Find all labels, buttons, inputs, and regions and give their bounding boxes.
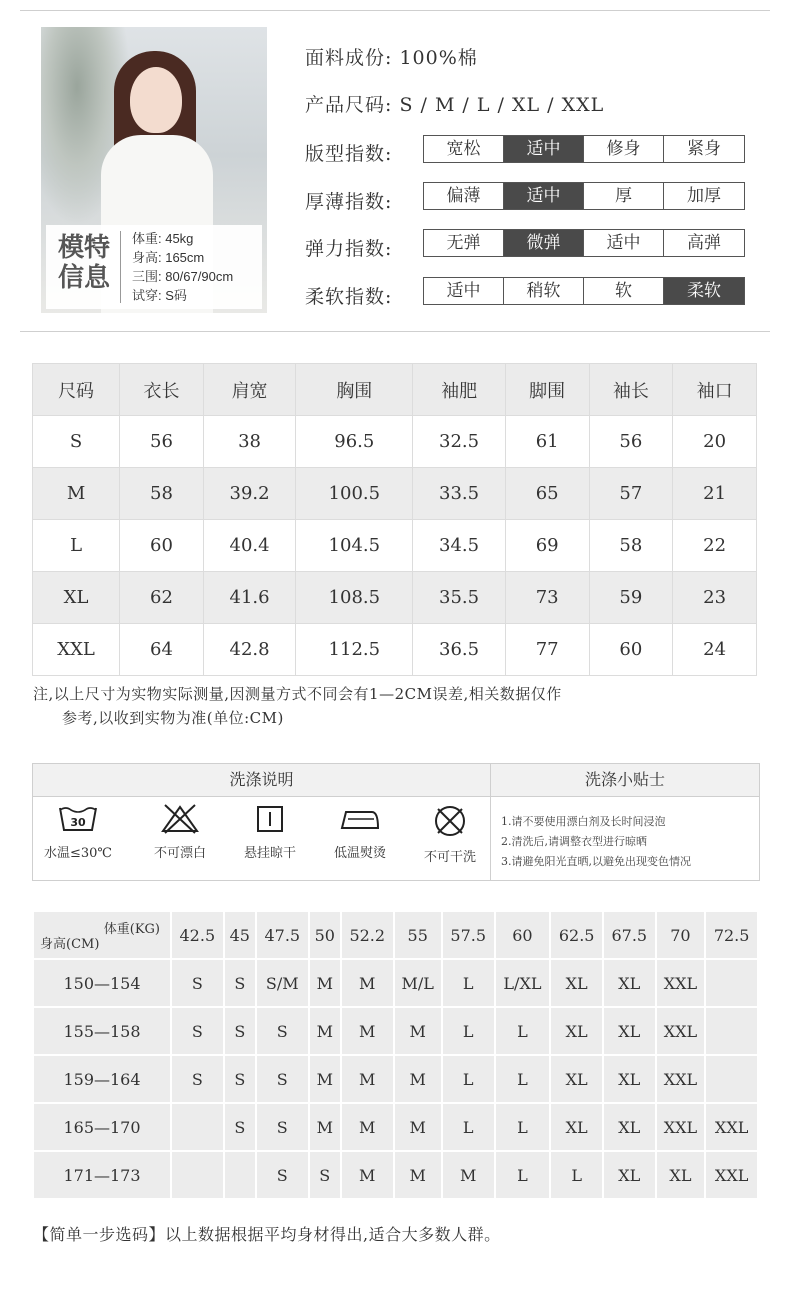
hang-dry-icon — [250, 804, 290, 834]
svg-text:30: 30 — [70, 816, 86, 829]
table-cell: M — [394, 1151, 442, 1199]
model-size-tried: 试穿: S码 — [132, 288, 187, 303]
weight-header: 50 — [309, 911, 341, 959]
care-item-low-iron — [317, 804, 403, 861]
table-cell: M — [341, 1055, 394, 1103]
weight-header: 42.5 — [171, 911, 224, 959]
table-cell — [705, 1055, 758, 1103]
care-item-no-dry-clean — [407, 804, 493, 865]
weight-header: 45 — [224, 911, 256, 959]
thickness-option: 厚 — [584, 183, 664, 209]
table-row — [33, 1007, 758, 1055]
table-cell: XL — [550, 959, 603, 1007]
weight-header: 57.5 — [442, 911, 495, 959]
table-cell: 20 — [673, 416, 757, 468]
table-cell: 33.5 — [413, 468, 505, 520]
table-cell: 23 — [673, 572, 757, 624]
table-cell: S — [256, 1055, 309, 1103]
table-cell: 56 — [589, 416, 673, 468]
care-item-wash — [35, 804, 121, 861]
size-table — [32, 363, 757, 676]
table-cell: 69 — [505, 520, 589, 572]
table-cell: 64 — [120, 624, 204, 676]
care-label-low-iron: 低温熨烫 — [333, 846, 386, 861]
table-cell: M — [394, 1103, 442, 1151]
thickness-index-label: 厚薄指数: — [305, 191, 393, 213]
care-item-hang-dry — [227, 804, 313, 861]
care-tip: 2.清洗后,请调整衣型进行晾晒 — [501, 835, 647, 848]
weight-header: 62.5 — [550, 911, 603, 959]
care-tips-title: 洗涤小贴士 — [491, 764, 759, 797]
table-cell: XXL — [656, 1055, 706, 1103]
thickness-option: 加厚 — [687, 186, 721, 206]
wash-30-icon — [58, 804, 98, 834]
table-cell: M — [341, 959, 394, 1007]
care-tip: 1.请不要使用漂白剂及长时间浸泡 — [501, 815, 666, 828]
table-cell: 112.5 — [296, 624, 413, 676]
table-cell: 39.2 — [203, 468, 295, 520]
table-cell: 35.5 — [413, 572, 505, 624]
table-cell: XL — [603, 1151, 656, 1199]
fabric-spec: 面料成份: 100%棉 — [305, 47, 478, 69]
table-cell: XXL — [656, 959, 706, 1007]
table-cell: 100.5 — [296, 468, 413, 520]
table-cell: XL — [33, 572, 120, 624]
weight-header: 47.5 — [256, 911, 309, 959]
care-item-no-bleach — [137, 804, 223, 861]
table-cell: 59 — [589, 572, 673, 624]
table-cell: S — [171, 959, 224, 1007]
height-range: 155—158 — [33, 1007, 171, 1055]
table-row — [33, 1103, 758, 1151]
height-range: 150—154 — [33, 959, 171, 1007]
weight-header: 72.5 — [705, 911, 758, 959]
table-cell: 34.5 — [413, 520, 505, 572]
size-guide-footer: 【简单一步选码】以上数据根据平均身材得出,适合大多数人群。 — [33, 1225, 501, 1244]
table-cell: XL — [550, 1055, 603, 1103]
table-cell: XL — [656, 1151, 706, 1199]
header-chest: 胸围 — [296, 364, 413, 416]
header-sleeve-width: 袖肥 — [413, 364, 505, 416]
table-cell: L — [442, 1055, 495, 1103]
no-bleach-icon — [160, 804, 200, 834]
table-cell: 38 — [203, 416, 295, 468]
care-label-wash: 水温≤30℃ — [44, 846, 112, 861]
care-instructions — [32, 763, 760, 881]
table-cell: S — [224, 1055, 256, 1103]
weight-header-row — [33, 911, 758, 959]
care-label-no-dry-clean: 不可干洗 — [423, 850, 476, 865]
table-cell: S — [256, 1007, 309, 1055]
softness-index-scale — [423, 277, 745, 305]
table-cell: XXL — [705, 1151, 758, 1199]
table-row — [33, 520, 757, 572]
height-axis-label: 身高(CM) — [40, 937, 100, 952]
table-cell: 56 — [120, 416, 204, 468]
size-recommendation-table — [32, 910, 759, 1200]
elasticity-option: 高弹 — [687, 233, 721, 253]
table-cell: 40.4 — [203, 520, 295, 572]
table-cell: XL — [603, 1103, 656, 1151]
table-cell: S/M — [256, 959, 309, 1007]
table-cell: 57 — [589, 468, 673, 520]
table-cell — [171, 1103, 224, 1151]
fit-index-label: 版型指数: — [305, 143, 393, 165]
table-cell: L — [495, 1103, 551, 1151]
thickness-option: 偏薄 — [424, 183, 504, 209]
table-row — [33, 959, 758, 1007]
table-cell: 96.5 — [296, 416, 413, 468]
weight-header: 60 — [495, 911, 551, 959]
fit-option-selected: 适中 — [504, 136, 584, 162]
table-cell: S — [171, 1055, 224, 1103]
fit-index-scale — [423, 135, 745, 163]
model-weight: 体重: 45kg — [132, 231, 194, 246]
table-cell: 73 — [505, 572, 589, 624]
table-cell: S — [171, 1007, 224, 1055]
table-row — [33, 624, 757, 676]
measurement-note-line2: 参考,以收到实物为准(单位:CM) — [62, 709, 284, 727]
size-spec: 产品尺码: S / M / L / XL / XXL — [305, 94, 605, 116]
table-cell: L/XL — [495, 959, 551, 1007]
table-cell — [224, 1151, 256, 1199]
table-cell — [705, 1007, 758, 1055]
table-row — [33, 416, 757, 468]
table-cell: M — [394, 1007, 442, 1055]
model-info-title — [52, 233, 116, 293]
corner-header — [33, 911, 171, 959]
table-row — [33, 468, 757, 520]
model-info-separator — [120, 231, 121, 303]
table-cell: 22 — [673, 520, 757, 572]
table-cell: M — [442, 1151, 495, 1199]
weight-header: 67.5 — [603, 911, 656, 959]
softness-option: 稍软 — [504, 278, 584, 304]
table-cell — [705, 959, 758, 1007]
table-cell: M — [341, 1151, 394, 1199]
softness-option: 适中 — [424, 278, 504, 304]
table-cell: XXL — [656, 1103, 706, 1151]
table-cell: M — [33, 468, 120, 520]
table-cell: M — [341, 1103, 394, 1151]
header-sleeve-length: 袖长 — [589, 364, 673, 416]
table-cell: 42.8 — [203, 624, 295, 676]
fit-option: 紧身 — [687, 139, 721, 159]
no-dry-clean-icon — [430, 804, 470, 838]
table-cell: M — [341, 1007, 394, 1055]
table-cell: S — [256, 1151, 309, 1199]
table-cell: M — [394, 1055, 442, 1103]
table-row — [33, 572, 757, 624]
table-cell: 58 — [589, 520, 673, 572]
care-tips-list — [501, 812, 691, 872]
table-cell: 60 — [589, 624, 673, 676]
elasticity-index-scale — [423, 229, 745, 257]
elasticity-option-selected: 微弹 — [504, 230, 584, 256]
thickness-index-scale — [423, 182, 745, 210]
weight-axis-label: 体重(KG) — [103, 922, 160, 937]
table-row — [33, 1151, 758, 1199]
height-range: 171—173 — [33, 1151, 171, 1199]
elasticity-option: 无弹 — [424, 230, 504, 256]
table-cell: XXL — [33, 624, 120, 676]
header-cuff: 袖口 — [673, 364, 757, 416]
table-cell: 58 — [120, 468, 204, 520]
table-cell: L — [442, 959, 495, 1007]
table-cell: L — [442, 1103, 495, 1151]
table-cell: 21 — [673, 468, 757, 520]
table-row — [33, 1055, 758, 1103]
model-height: 身高: 165cm — [132, 250, 205, 265]
elasticity-index-label: 弹力指数: — [305, 238, 393, 260]
table-cell: 41.6 — [203, 572, 295, 624]
top-divider — [20, 10, 770, 11]
table-cell: 62 — [120, 572, 204, 624]
table-cell: 104.5 — [296, 520, 413, 572]
table-cell: 32.5 — [413, 416, 505, 468]
table-cell: L — [550, 1151, 603, 1199]
table-cell: 24 — [673, 624, 757, 676]
table-cell: L — [495, 1151, 551, 1199]
table-cell: S — [224, 1103, 256, 1151]
weight-header: 55 — [394, 911, 442, 959]
low-iron-icon — [338, 804, 382, 834]
table-cell: 108.5 — [296, 572, 413, 624]
model-info-box — [46, 225, 262, 309]
header-hem: 脚围 — [505, 364, 589, 416]
care-title: 洗涤说明 — [33, 764, 491, 797]
height-range: 165—170 — [33, 1103, 171, 1151]
care-label-hang-dry: 悬挂晾干 — [243, 846, 296, 861]
height-range: 159—164 — [33, 1055, 171, 1103]
softness-option: 软 — [584, 278, 664, 304]
table-cell: M — [309, 1007, 341, 1055]
weight-header: 70 — [656, 911, 706, 959]
table-cell: S — [224, 959, 256, 1007]
table-cell: M — [309, 1103, 341, 1151]
table-cell: XXL — [705, 1103, 758, 1151]
elasticity-option: 适中 — [584, 230, 664, 256]
table-cell: S — [256, 1103, 309, 1151]
fit-option: 修身 — [584, 136, 664, 162]
measurement-note-line1: 注,以上尺寸为实物实际测量,因测量方式不同会有1—2CM误差,相关数据仅作 — [33, 685, 562, 703]
size-table-header-row — [33, 364, 757, 416]
thickness-option-selected: 适中 — [504, 183, 584, 209]
table-cell: L — [33, 520, 120, 572]
section-divider — [20, 331, 770, 332]
table-cell: XL — [603, 959, 656, 1007]
table-cell: 77 — [505, 624, 589, 676]
table-cell: XL — [603, 1055, 656, 1103]
table-cell: 36.5 — [413, 624, 505, 676]
table-cell: 61 — [505, 416, 589, 468]
softness-index-label: 柔软指数: — [305, 286, 393, 308]
table-cell: 65 — [505, 468, 589, 520]
care-label-no-bleach: 不可漂白 — [153, 846, 206, 861]
table-cell: M — [309, 959, 341, 1007]
model-measurements: 三围: 80/67/90cm — [132, 269, 234, 284]
table-cell: M/L — [394, 959, 442, 1007]
table-cell — [171, 1151, 224, 1199]
fit-option: 宽松 — [424, 136, 504, 162]
table-cell: M — [309, 1055, 341, 1103]
table-cell: S — [33, 416, 120, 468]
header-size: 尺码 — [33, 364, 120, 416]
table-cell: L — [442, 1007, 495, 1055]
table-cell: L — [495, 1007, 551, 1055]
header-shoulder: 肩宽 — [203, 364, 295, 416]
table-cell: XL — [550, 1103, 603, 1151]
table-cell: S — [309, 1151, 341, 1199]
model-info-title-line2: 信息 — [57, 263, 110, 293]
table-cell: XL — [603, 1007, 656, 1055]
table-cell: 60 — [120, 520, 204, 572]
table-cell: L — [495, 1055, 551, 1103]
softness-option-selected: 柔软 — [664, 278, 744, 304]
model-info-title-line1: 模特 — [57, 233, 110, 263]
care-tip: 3.请避免阳光直晒,以避免出现变色情况 — [501, 855, 691, 868]
table-cell: XL — [550, 1007, 603, 1055]
table-cell: XXL — [656, 1007, 706, 1055]
header-length: 衣长 — [120, 364, 204, 416]
weight-header: 52.2 — [341, 911, 394, 959]
model-info-lines — [132, 229, 233, 305]
table-cell: S — [224, 1007, 256, 1055]
